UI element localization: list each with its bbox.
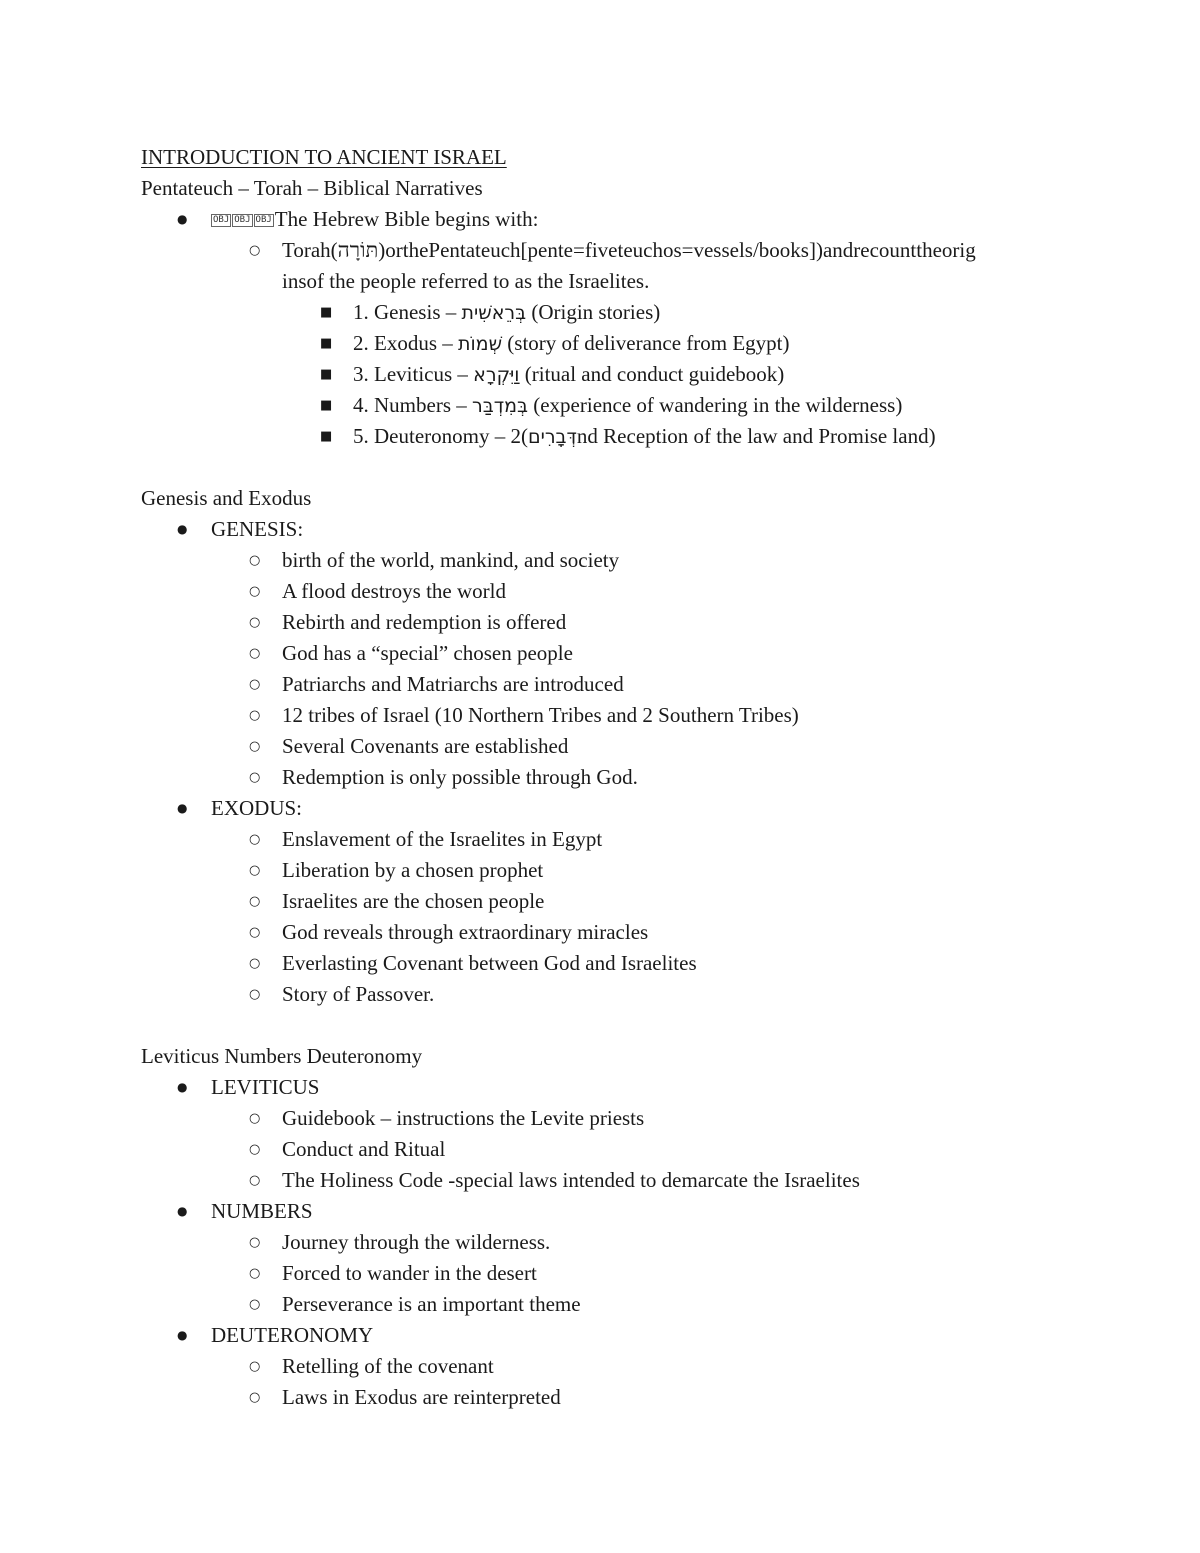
book-list-item	[141, 421, 1101, 452]
circle-bullet-icon	[249, 886, 260, 917]
circle-bullet-icon	[249, 855, 260, 886]
numbers-label: NUMBERS	[211, 1199, 313, 1223]
list-item-text: Conduct and Ritual	[282, 1137, 446, 1161]
square-bullet-icon	[320, 297, 332, 328]
list-item-text: God has a “special” chosen people	[282, 641, 573, 665]
genesis-heading-item	[141, 514, 1101, 545]
list-item-text: Enslavement of the Israelites in Egypt	[282, 827, 603, 851]
circle-bullet-icon	[249, 700, 260, 731]
list-item	[141, 607, 1101, 638]
leviticus-heading-item	[141, 1072, 1101, 1103]
circle-bullet-icon	[249, 1351, 260, 1382]
circle-bullet-icon	[249, 1289, 260, 1320]
disc-bullet-icon	[177, 1196, 187, 1227]
book-prefix: 3. Leviticus –	[353, 362, 474, 386]
list-item	[141, 1227, 1101, 1258]
list-item-text: Forced to wander in the desert	[282, 1261, 537, 1285]
book-prefix: 5. Deuteronomy – 2(	[353, 424, 528, 448]
document-title-line	[141, 142, 1101, 173]
section-spacer	[141, 452, 1101, 483]
object-placeholder-icon: OBJ	[234, 215, 251, 225]
disc-bullet-icon	[177, 1320, 187, 1351]
book-suffix: (experience of wandering in the wilderness)	[527, 393, 903, 417]
torah-item	[141, 235, 1101, 266]
circle-bullet-icon	[249, 1227, 260, 1258]
document-subtitle: Pentateuch – Torah – Biblical Narratives	[141, 176, 483, 200]
list-item	[141, 1134, 1101, 1165]
circle-bullet-icon	[249, 762, 260, 793]
book-suffix: (ritual and conduct guidebook)	[519, 362, 785, 386]
list-item	[141, 731, 1101, 762]
list-item	[141, 1289, 1101, 1320]
book-hebrew-name: דְּבָרִים	[527, 426, 577, 448]
exodus-label: EXODUS:	[211, 796, 303, 820]
disc-bullet-icon	[177, 793, 187, 824]
book-suffix: (Origin stories)	[526, 300, 661, 324]
list-item-text: A flood destroys the world	[282, 579, 506, 603]
list-item-text: God reveals through extraordinary miracles	[282, 920, 649, 944]
list-item-text: Rebirth and redemption is offered	[282, 610, 567, 634]
list-item-text: Several Covenants are established	[282, 734, 569, 758]
deuteronomy-heading-item	[141, 1320, 1101, 1351]
intro-bullet-item	[141, 204, 1101, 235]
book-suffix: (story of deliverance from Egypt)	[502, 331, 790, 355]
book-list-item	[141, 328, 1101, 359]
list-item-text: 12 tribes of Israel (10 Northern Tribes and 2 Southern Tribes)	[282, 703, 799, 727]
list-item	[141, 638, 1101, 669]
circle-bullet-icon	[249, 917, 260, 948]
list-item-text: Everlasting Covenant between God and Israelites	[282, 951, 697, 975]
object-placeholder-icon: OBJ	[255, 215, 272, 225]
torah-item-continued	[141, 266, 1101, 297]
book-hebrew-name: בְּמִדְבַּר	[472, 395, 528, 417]
list-item	[141, 948, 1101, 979]
section-heading: Genesis and Exodus	[141, 486, 312, 510]
list-item	[141, 886, 1101, 917]
list-item	[141, 576, 1101, 607]
section-spacer	[141, 1010, 1101, 1041]
list-item	[141, 1351, 1101, 1382]
list-item-text: Guidebook – instructions the Levite priests	[282, 1106, 645, 1130]
torah-text-line-1: Torah(תּוֹרָה)orthePentateuch[pente=fiveteuchos=vessels/books])andrecounttheorig	[282, 238, 976, 262]
document-title: INTRODUCTION TO ANCIENT ISRAEL	[141, 145, 507, 169]
circle-bullet-icon	[249, 1134, 260, 1165]
book-hebrew-name: בְּרֵאשִׁית	[461, 302, 527, 324]
list-item-text: birth of the world, mankind, and society	[282, 548, 620, 572]
list-item-text: Journey through the wilderness.	[282, 1230, 551, 1254]
list-item	[141, 979, 1101, 1010]
list-item	[141, 1258, 1101, 1289]
circle-bullet-icon	[249, 545, 260, 576]
deuteronomy-label: DEUTERONOMY	[211, 1323, 374, 1347]
square-bullet-icon	[320, 421, 332, 452]
list-item-text: Redemption is only possible through God.	[282, 765, 638, 789]
circle-bullet-icon	[249, 948, 260, 979]
torah-text-line-2: insof the people referred to as the Israelites.	[282, 269, 650, 293]
book-suffix: nd Reception of the law and Promise land)	[576, 424, 936, 448]
circle-bullet-icon	[249, 669, 260, 700]
list-item-text: Laws in Exodus are reinterpreted	[282, 1385, 561, 1409]
disc-bullet-icon	[177, 514, 187, 545]
disc-bullet-icon	[177, 1072, 187, 1103]
leviticus-label: LEVITICUS	[211, 1075, 320, 1099]
genesis-label: GENESIS:	[211, 517, 304, 541]
circle-bullet-icon	[249, 824, 260, 855]
square-bullet-icon	[320, 359, 332, 390]
disc-bullet-icon	[177, 204, 187, 235]
list-item	[141, 1165, 1101, 1196]
square-bullet-icon	[320, 390, 332, 421]
book-hebrew-name: וַיִּקְרָא	[473, 364, 520, 386]
circle-bullet-icon	[249, 235, 260, 266]
list-item-text: Perseverance is an important theme	[282, 1292, 581, 1316]
list-item-text: The Holiness Code -special laws intended to demarcate the Israelites	[282, 1168, 860, 1192]
book-prefix: 4. Numbers –	[353, 393, 472, 417]
list-item-text: Liberation by a chosen prophet	[282, 858, 544, 882]
list-item	[141, 855, 1101, 886]
list-item	[141, 700, 1101, 731]
list-item	[141, 1382, 1101, 1413]
section-heading: Leviticus Numbers Deuteronomy	[141, 1044, 423, 1068]
list-item-text: Retelling of the covenant	[282, 1354, 494, 1378]
list-item	[141, 1103, 1101, 1134]
circle-bullet-icon	[249, 731, 260, 762]
book-list-item	[141, 297, 1101, 328]
circle-bullet-icon	[249, 1258, 260, 1289]
book-list-item	[141, 359, 1101, 390]
list-item	[141, 824, 1101, 855]
book-list-item	[141, 390, 1101, 421]
list-item	[141, 917, 1101, 948]
circle-bullet-icon	[249, 607, 260, 638]
book-prefix: 2. Exodus –	[353, 331, 458, 355]
list-item-text: Patriarchs and Matriarchs are introduced	[282, 672, 624, 696]
intro-bullet-text: The Hebrew Bible begins with:	[274, 207, 539, 231]
circle-bullet-icon	[249, 1103, 260, 1134]
document-page	[141, 142, 1101, 1413]
circle-bullet-icon	[249, 576, 260, 607]
list-item-text: Israelites are the chosen people	[282, 889, 545, 913]
list-item	[141, 545, 1101, 576]
book-prefix: 1. Genesis –	[353, 300, 462, 324]
circle-bullet-icon	[249, 1165, 260, 1196]
circle-bullet-icon	[249, 638, 260, 669]
numbers-heading-item	[141, 1196, 1101, 1227]
object-placeholder-icon: OBJ	[213, 215, 230, 225]
book-hebrew-name: שְׁמוֹת	[458, 333, 503, 355]
list-item	[141, 762, 1101, 793]
circle-bullet-icon	[249, 979, 260, 1010]
circle-bullet-icon	[249, 1382, 260, 1413]
list-item-text: Story of Passover.	[282, 982, 435, 1006]
square-bullet-icon	[320, 328, 332, 359]
list-item	[141, 669, 1101, 700]
exodus-heading-item	[141, 793, 1101, 824]
